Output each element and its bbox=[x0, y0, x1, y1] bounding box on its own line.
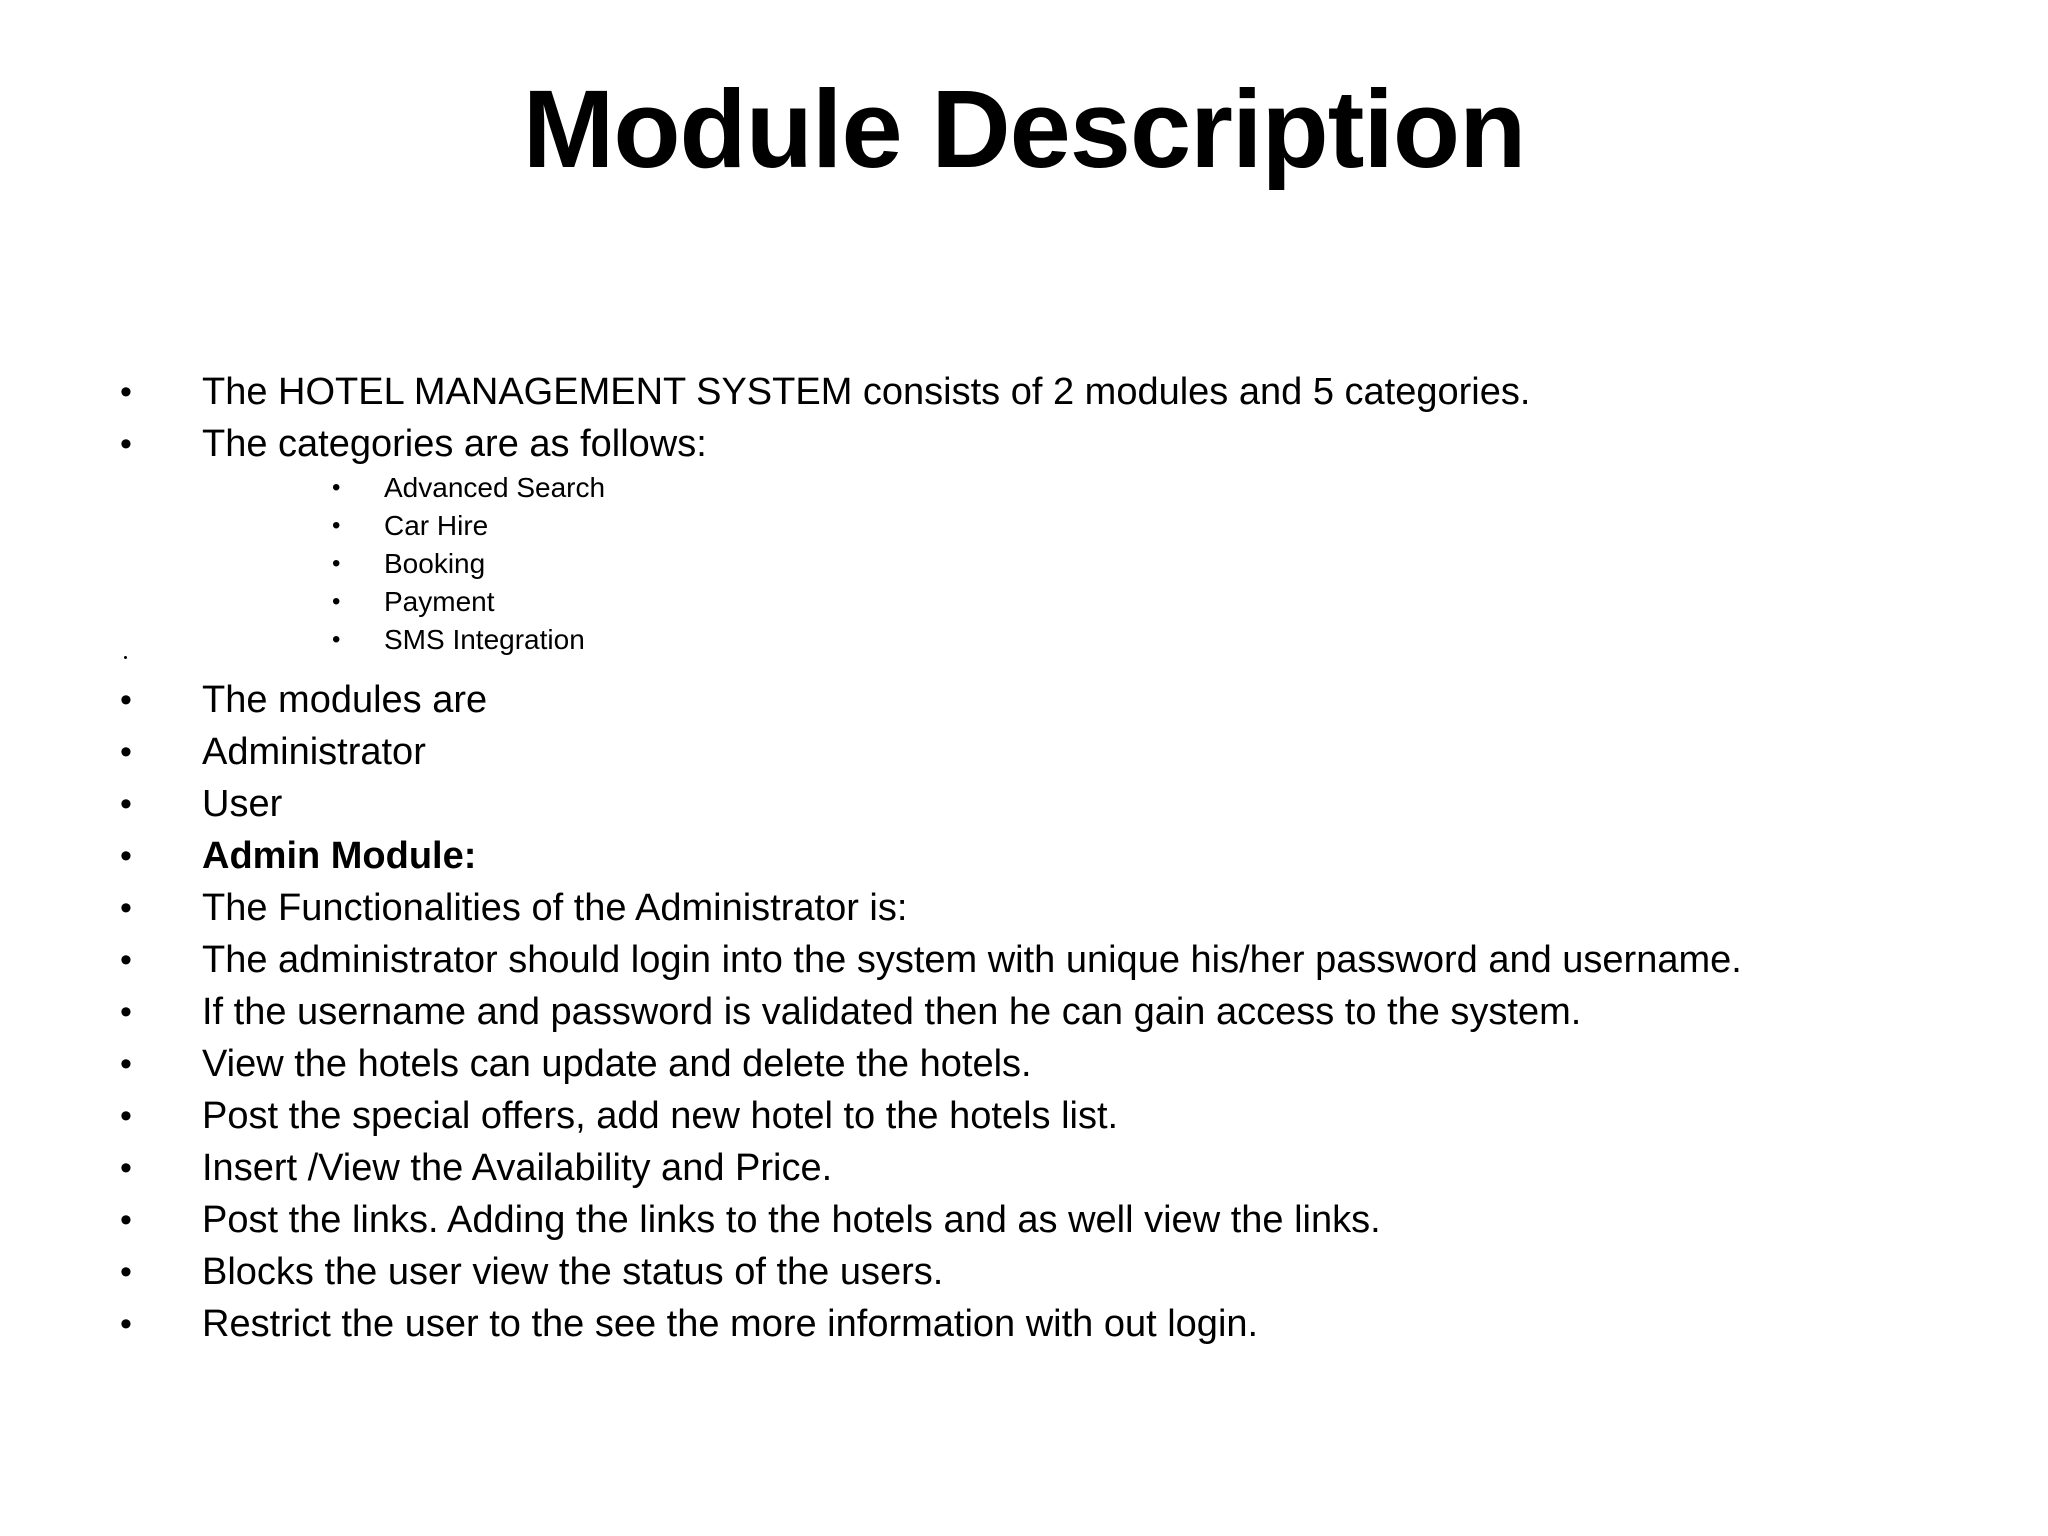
category-item bbox=[0, 584, 2048, 620]
list-item bbox=[0, 883, 2048, 933]
list-item bbox=[0, 1299, 2048, 1349]
bullet-icon: • bbox=[120, 941, 132, 979]
category-text: Advanced Search bbox=[384, 472, 606, 503]
category-text: Car Hire bbox=[384, 510, 489, 541]
bullet-icon: • bbox=[120, 785, 132, 823]
list-item-text: Insert /View the Availability and Price. bbox=[202, 1147, 833, 1189]
admin-module-heading: Admin Module: bbox=[202, 835, 477, 877]
list-item bbox=[0, 987, 2048, 1037]
category-text: Booking bbox=[384, 548, 486, 579]
bullet-icon: • bbox=[120, 993, 132, 1031]
list-item bbox=[0, 1247, 2048, 1297]
list-item-text: The Functionalities of the Administrator is: bbox=[202, 887, 908, 929]
bullet-icon: • bbox=[120, 1253, 132, 1291]
sub-bullet-icon: • bbox=[332, 626, 341, 653]
list-item bbox=[0, 935, 2048, 985]
list-item-text: The categories are as follows: bbox=[202, 423, 707, 465]
bullet-icon: • bbox=[120, 373, 132, 411]
list-item-text: Administrator bbox=[202, 731, 426, 773]
list-item-text: The modules are bbox=[202, 679, 488, 721]
category-item bbox=[0, 546, 2048, 582]
list-item-text: Post the links. Adding the links to the hotels and as well view the links. bbox=[202, 1199, 1381, 1241]
list-item bbox=[0, 1143, 2048, 1193]
category-text: SMS Integration bbox=[384, 624, 585, 655]
category-text: Payment bbox=[384, 586, 495, 617]
slide-title: Module Description bbox=[522, 68, 1526, 191]
list-item bbox=[0, 1195, 2048, 1245]
bullet-icon: • bbox=[120, 1045, 132, 1083]
sub-bullet-icon: • bbox=[332, 588, 341, 615]
list-item-text: The HOTEL MANAGEMENT SYSTEM consists of 2 modules and 5 categories. bbox=[202, 371, 1531, 413]
list-item bbox=[0, 675, 2048, 725]
bullet-icon: • bbox=[120, 1201, 132, 1239]
bullet-icon: • bbox=[120, 425, 132, 463]
list-item bbox=[0, 367, 2048, 417]
bullet-icon: • bbox=[120, 681, 132, 719]
list-item-text: Post the special offers, add new hotel to the hotels list. bbox=[202, 1095, 1119, 1137]
bullet-icon: • bbox=[120, 889, 132, 927]
bullet-icon: • bbox=[120, 1097, 132, 1135]
sub-bullet-icon: • bbox=[332, 550, 341, 577]
list-item-text: Blocks the user view the status of the users. bbox=[202, 1251, 944, 1293]
list-item bbox=[0, 727, 2048, 777]
list-item bbox=[0, 831, 2048, 881]
category-item bbox=[0, 470, 2048, 506]
sub-bullet-icon: • bbox=[332, 474, 341, 501]
list-item-text: The administrator should login into the system with unique his/her password and username. bbox=[202, 939, 1742, 981]
list-item-text: User bbox=[202, 783, 283, 825]
list-item-text: View the hotels can update and delete the hotels. bbox=[202, 1043, 1032, 1085]
bullet-icon: • bbox=[120, 733, 132, 771]
stray-dot bbox=[124, 656, 127, 659]
list-item bbox=[0, 419, 2048, 469]
list-item bbox=[0, 779, 2048, 829]
bullet-icon: • bbox=[120, 1305, 132, 1343]
list-item-text: If the username and password is validated then he can gain access to the system. bbox=[202, 991, 1582, 1033]
sub-bullet-icon: • bbox=[332, 512, 341, 539]
list-item bbox=[0, 1091, 2048, 1141]
list-item bbox=[0, 1039, 2048, 1089]
bullet-icon: • bbox=[120, 1149, 132, 1187]
category-item bbox=[0, 622, 2048, 658]
bullet-icon: • bbox=[120, 837, 132, 875]
list-item-text: Restrict the user to the see the more information with out login. bbox=[202, 1303, 1259, 1345]
category-item bbox=[0, 508, 2048, 544]
